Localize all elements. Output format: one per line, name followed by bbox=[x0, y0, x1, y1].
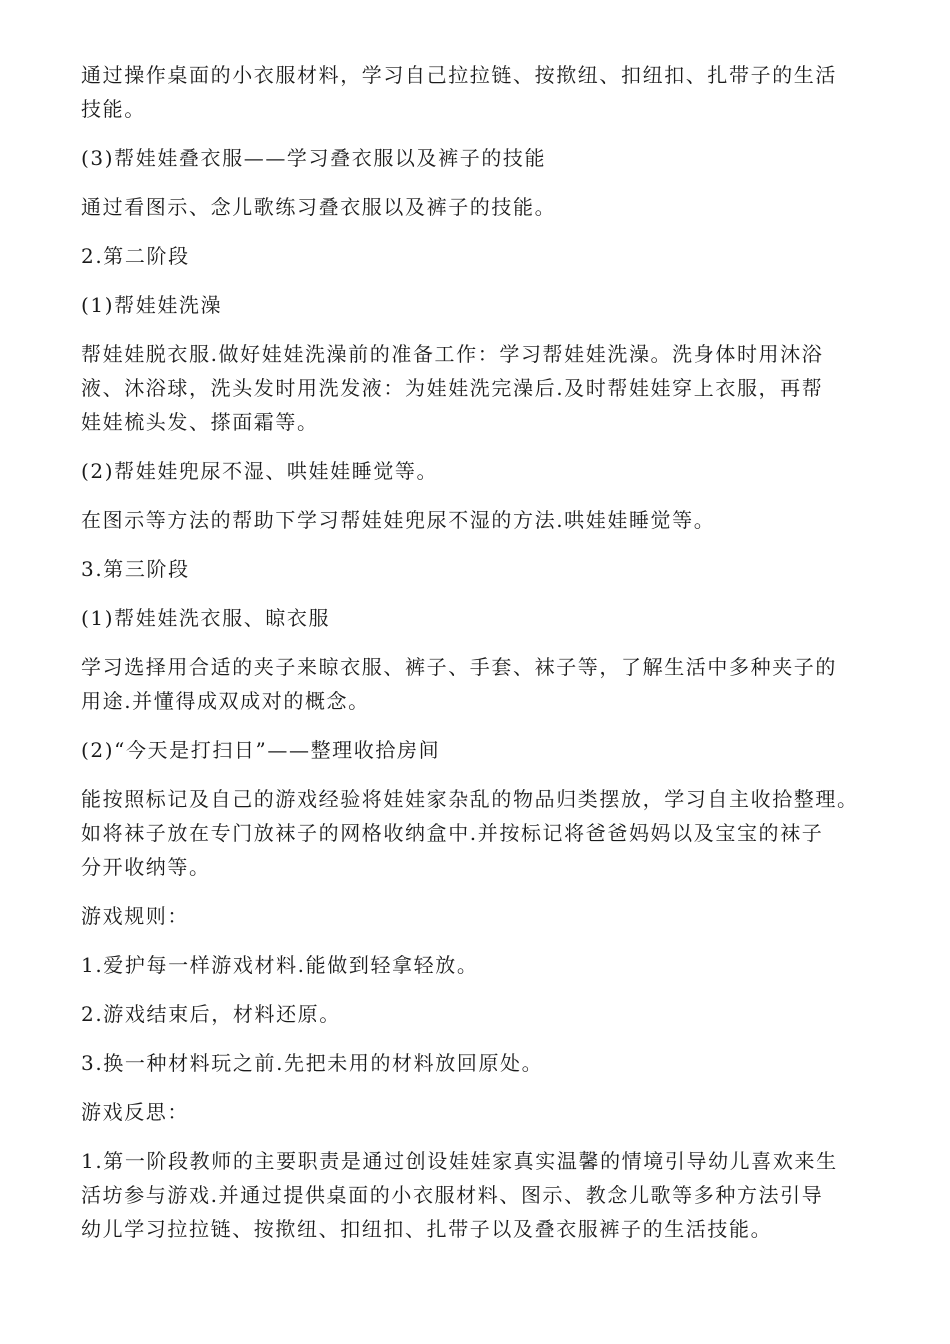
heading-diaper-sleep: (2)帮娃娃兜尿不湿、哄娃娃睡觉等。 bbox=[81, 459, 439, 483]
paragraph-bathe-doll: 帮娃娃脱衣服.做好娃娃洗澡前的准备工作：学习帮娃娃洗澡。洗身体时用沐浴 液、沐浴球，洗头发时用洗发液：为娃娃洗完澡后.及时帮娃娃穿上衣服，再帮 娃娃梳头发、搽面霜等。 bbox=[81, 342, 824, 434]
paragraph-cleaning-day: 能按照标记及自己的游戏经验将娃娃家杂乱的物品归类摆放，学习自主收拾整理。 如将袜子放在专门放袜子的网格收纳盒中.并按标记将爸爸妈妈以及宝宝的袜子 分开收纳等。 bbox=[81, 787, 859, 879]
rule-item-2: 2.游戏结束后，材料还原。 bbox=[81, 1002, 341, 1026]
heading-wash-clothes: (1)帮娃娃洗衣服、晾衣服 bbox=[81, 606, 331, 630]
document-page bbox=[81, 58, 871, 1246]
reflection-item-1: 1.第一阶段教师的主要职责是通过创设娃娃家真实温馨的情境引导幼儿喜欢来生 活坊参与游戏.并通过提供桌面的小衣服材料、图示、教念儿歌等多种方法引导 幼儿学习拉拉链、按揿纽、扣纽扣、扎带子以及叠衣服裤子的生活技能。 bbox=[81, 1149, 838, 1241]
paragraph-fold-clothes: 通过看图示、念儿歌练习叠衣服以及裤子的技能。 bbox=[81, 195, 557, 219]
paragraph-zip-button-skills: 通过操作桌面的小衣服材料，学习自己拉拉链、按揿纽、扣纽扣、扎带子的生活 技能。 bbox=[81, 63, 837, 121]
heading-fold-clothes: (3)帮娃娃叠衣服——学习叠衣服以及裤子的技能 bbox=[81, 146, 547, 170]
heading-bathe-doll: (1)帮娃娃洗澡 bbox=[81, 293, 223, 317]
heading-cleaning-day: (2)“今天是打扫日”——整理收拾房间 bbox=[81, 738, 441, 762]
rule-item-3: 3.换一种材料玩之前.先把未用的材料放回原处。 bbox=[81, 1051, 544, 1075]
heading-stage-two: 2.第二阶段 bbox=[81, 244, 190, 268]
heading-game-rules: 游戏规则： bbox=[81, 904, 189, 928]
paragraph-wash-clothes: 学习选择用合适的夹子来晾衣服、裤子、手套、袜子等，了解生活中多种夹子的 用途.并懂得成双成对的概念。 bbox=[81, 655, 837, 713]
heading-stage-three: 3.第三阶段 bbox=[81, 557, 190, 581]
heading-game-reflection: 游戏反思： bbox=[81, 1100, 189, 1124]
paragraph-diaper-sleep: 在图示等方法的帮助下学习帮娃娃兜尿不湿的方法.哄娃娃睡觉等。 bbox=[81, 508, 716, 532]
rule-item-1: 1.爱护每一样游戏材料.能做到轻拿轻放。 bbox=[81, 953, 479, 977]
